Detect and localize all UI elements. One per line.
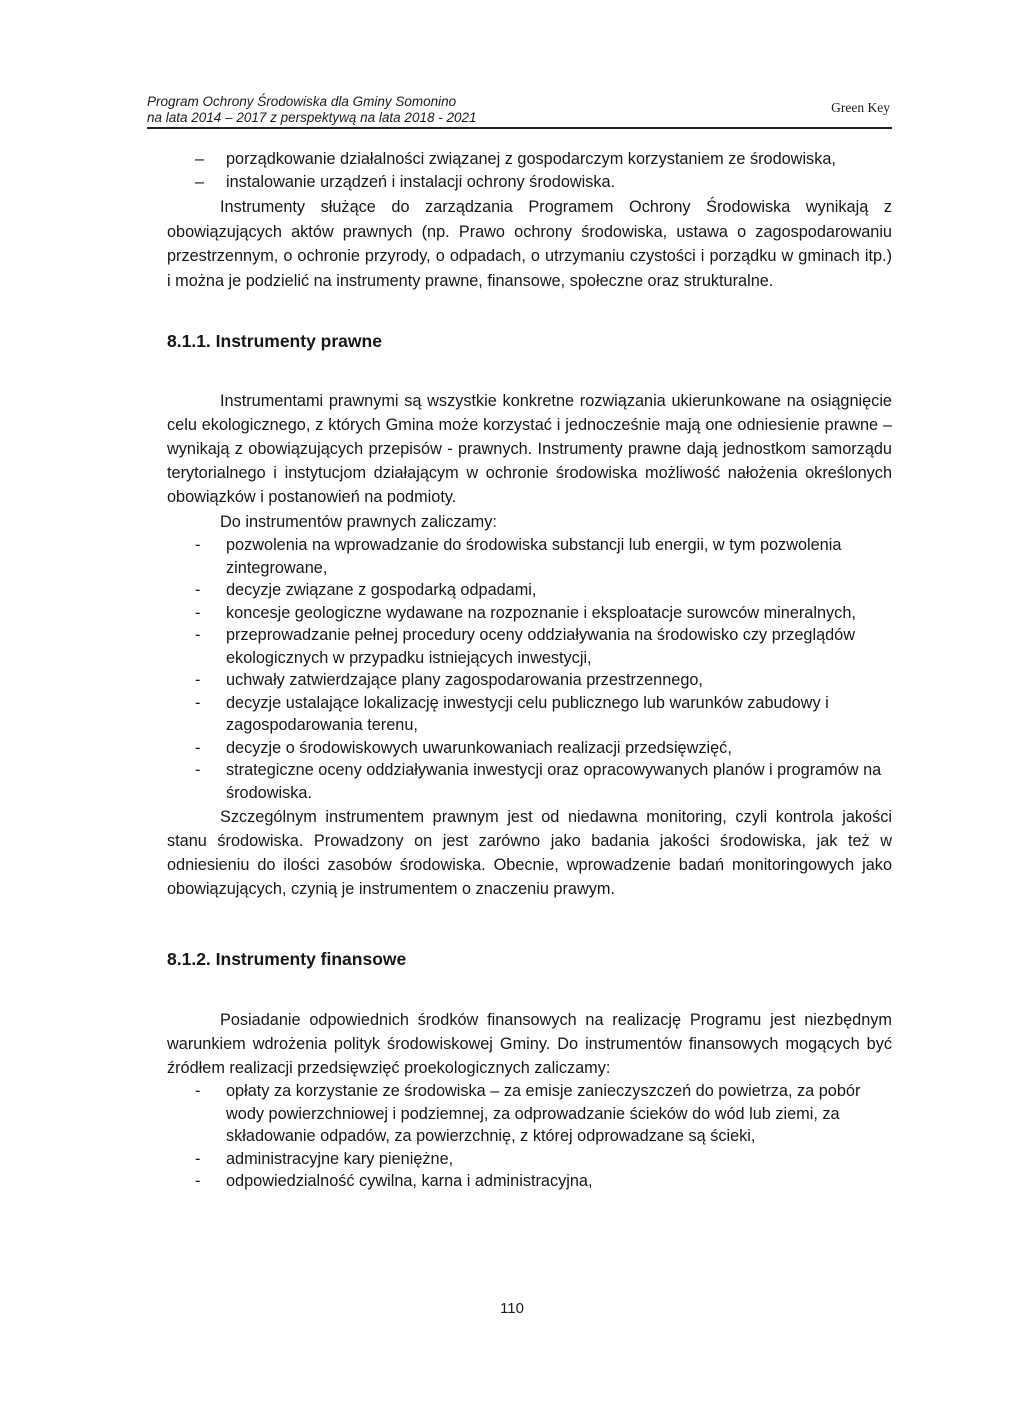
list-item-text: uchwały zatwierdzające plany zagospodarowania przestrzennego,	[226, 671, 703, 689]
list-item	[167, 579, 892, 602]
list-item-text: pozwolenia na wprowadzanie do środowiska substancji lub energii, w tym pozwolenia zintegrowane,	[226, 536, 842, 577]
list-item	[167, 737, 892, 760]
list-item-text: decyzje związane z gospodarką odpadami,	[226, 581, 537, 599]
list-item	[167, 534, 892, 579]
list-item	[167, 171, 892, 194]
list-item-text: decyzje o środowiskowych uwarunkowaniach realizacji przedsięwzięć,	[226, 738, 732, 757]
dash-bullet: -	[195, 761, 201, 779]
section-heading-legal-instruments: 8.1.1. Instrumenty prawne	[167, 331, 382, 351]
header-title	[147, 94, 477, 126]
intro-paragraph: Instrumenty służące do zarządzania Programem Ochrony Środowiska wynikają z obowiązujących aktów prawnych (np. Prawo ochrony środowiska, ustawa o zagospodarowaniu przestrzennym, o ochronie przyrody, o odpadach, o utrzymaniu czystości i porządku w gminach itp.) i można je podzielić na instrumenty prawne, finansowe, społeczne oraz strukturalne.	[167, 198, 892, 290]
list-item-text: instalowanie urządzeń i instalacji ochrony środowiska.	[226, 172, 616, 191]
list-item	[167, 624, 892, 669]
page-body	[167, 148, 892, 1193]
dash-bullet: -	[195, 603, 201, 622]
monitoring-paragraph: Szczególnym instrumentem prawnym jest od niedawna monitoring, czyli kontrola jakości stanu środowiska. Prowadzony on jest zarówno jako badania jakości środowiska, jak też w odniesieniu do ilości zasobów środowiska. Obecnie, wprowadzenie badań monitoringowych jako obowiązujących, czynią je instrumentem o znaczeniu prawym.	[167, 808, 892, 898]
list-item	[167, 602, 892, 625]
financial-instruments-paragraph: Posiadanie odpowiednich środków finansowych na realizację Programu jest niezbędnym warunkiem wdrożenia polityk środowiskowej Gminy. Do instrumentów finansowych mogących być źródłem realizacji przedsięwzięć proekologicznych zaliczamy:	[167, 1011, 892, 1077]
list-item-text: koncesje geologiczne wydawane na rozpoznanie i eksploatacje surowców mineralnych,	[226, 603, 856, 622]
list-item-text: przeprowadzanie pełnej procedury oceny oddziaływania na środowisko czy przeglądów ekologicznych w przypadku istniejących inwestycji,	[226, 626, 855, 667]
list-item	[167, 148, 892, 171]
list-item	[167, 1080, 892, 1148]
legal-list-intro: Do instrumentów prawnych zaliczamy:	[220, 513, 497, 531]
legal-instruments-paragraph: Instrumentami prawnymi są wszystkie konkretne rozwiązania ukierunkowane na osiągnięcie celu ekologicznego, z których Gmina może korzystać i jednocześnie mają one odniesienie prawne – wynikają z obowiązujących przepisów - prawnych. Instrumenty prawne dają jednostkom samorządu terytorialnego i instytucjom działającym w ochronie środowiska możliwość nałożenia określonych obowiązków i postanowień na podmioty.	[167, 392, 892, 506]
list-item	[167, 669, 892, 692]
header-brand: Green Key	[831, 100, 890, 115]
list-item-text: opłaty za korzystanie ze środowiska – za emisje zanieczyszczeń do powietrza, za pobór wody powierzchniowej i podziemnej, za odprowadzanie ścieków do wód lub ziemi, za składowanie odpadów, za powierzchnię, z której odprowadzane są ścieki,	[226, 1082, 861, 1145]
header-divider	[147, 127, 892, 129]
list-item-text: porządkowanie działalności związanej z gospodarczym korzystaniem ze środowiska,	[226, 150, 836, 168]
list-item	[167, 1170, 892, 1193]
dash-bullet: –	[195, 172, 205, 191]
list-item-text: odpowiedzialność cywilna, karna i administracyjna,	[226, 1172, 593, 1190]
dash-bullet: -	[195, 536, 201, 554]
dash-bullet: -	[195, 1082, 201, 1100]
list-item	[167, 1148, 892, 1171]
header-title-line1: Program Ochrony Środowiska dla Gminy Somonino	[147, 94, 457, 109]
dash-bullet: -	[195, 671, 201, 689]
list-item	[167, 759, 892, 804]
page-number: 110	[500, 1300, 524, 1317]
list-item-text: administracyjne kary pieniężne,	[226, 1149, 454, 1168]
section-heading-financial-instruments: 8.1.2. Instrumenty finansowe	[167, 949, 407, 969]
dash-bullet: -	[195, 1172, 201, 1190]
list-item-text: strategiczne oceny oddziaływania inwestycji oraz opracowywanych planów i programów na środowiska.	[226, 761, 882, 802]
list-item-text: decyzje ustalające lokalizację inwestycji celu publicznego lub warunków zabudowy i zagospodarowania terenu,	[226, 693, 829, 734]
header-title-line2: na lata 2014 – 2017 z perspektywą na lata 2018 - 2021	[147, 110, 477, 125]
dash-bullet: -	[195, 693, 201, 712]
dash-bullet: -	[195, 581, 201, 599]
dash-bullet: -	[195, 626, 201, 644]
dash-bullet: -	[195, 1149, 201, 1168]
list-item	[167, 692, 892, 737]
dash-bullet: -	[195, 738, 201, 757]
dash-bullet: –	[195, 150, 205, 168]
